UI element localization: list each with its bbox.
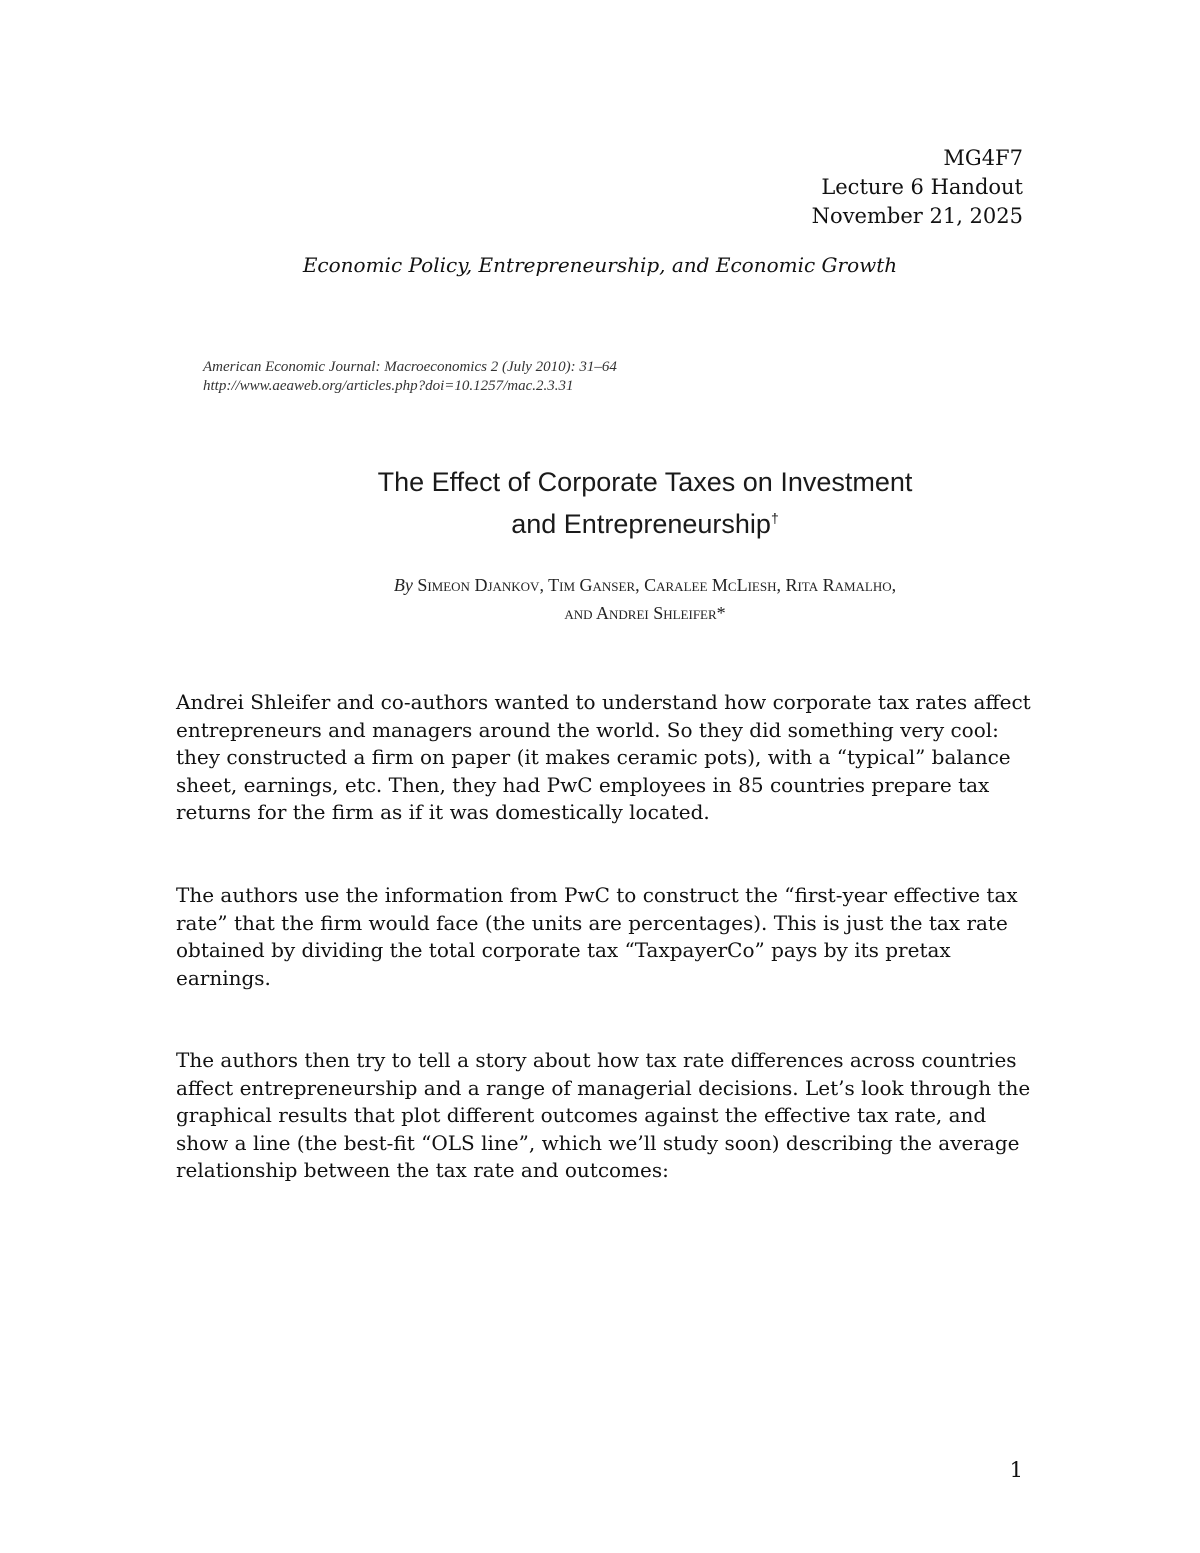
article-title-line-2-wrap bbox=[0, 500, 1200, 542]
authors-line-2: and Andrei Shleifer* bbox=[564, 603, 726, 623]
course-code: MG4F7 bbox=[943, 146, 1023, 170]
article-title-line-1: The Effect of Corporate Taxes on Investment bbox=[377, 467, 913, 497]
authors-line-1-wrap bbox=[0, 571, 1200, 599]
paragraph-story: The authors then try to tell a story about how tax rate differences across countries affect entrepreneurship and a range of managerial decisions. Let’s look through the graphical results that plot different outcomes against the effective tax rate, and show a line (the best-fit “OLS line”, which we’ll study soon) describing the average relationship between the tax rate and outcomes: bbox=[176, 1048, 1031, 1182]
journal-citation-block bbox=[203, 358, 617, 396]
page-number: 1 bbox=[1009, 1458, 1023, 1482]
paragraph-tax-rate: The authors use the information from PwC to construct the “first-year effective tax rate” that the firm would face (the units are percentages). This is just the tax rate obtained by dividing the total corporate tax “TaxpayerCo” pays by its pretax earnings. bbox=[176, 883, 1018, 990]
by-label: By bbox=[393, 575, 413, 595]
article-title bbox=[0, 464, 1200, 542]
authors-line-1: Simeon Djankov, Tim Ganser, Caralee McLiesh, Rita Ramalho, bbox=[417, 575, 897, 595]
header-block bbox=[812, 144, 1023, 231]
journal-citation: American Economic Journal: Macroeconomics 2 (July 2010): 31–64 bbox=[203, 359, 617, 375]
journal-url: http://www.aeaweb.org/articles.php?doi=10.1257/mac.2.3.31 bbox=[203, 378, 574, 394]
handout-subtitle: Economic Policy, Entrepreneurship, and Economic Growth bbox=[302, 253, 898, 277]
paragraph-intro: Andrei Shleifer and co-authors wanted to understand how corporate tax rates affect entrepreneurs and managers around the world. So they did something very cool: they constructed a firm on paper (it makes ceramic pots), with a “typical” balance sheet, earnings, etc. Then, they had PwC employees in 85 countries prepare tax returns for the firm as if it was domestically located. bbox=[176, 690, 1031, 824]
lecture-label: Lecture 6 Handout bbox=[821, 175, 1023, 199]
dagger-mark: † bbox=[770, 510, 779, 526]
article-title-line-2: and Entrepreneurship bbox=[511, 509, 771, 539]
article-authors bbox=[0, 571, 1200, 627]
handout-date: November 21, 2025 bbox=[811, 204, 1023, 228]
